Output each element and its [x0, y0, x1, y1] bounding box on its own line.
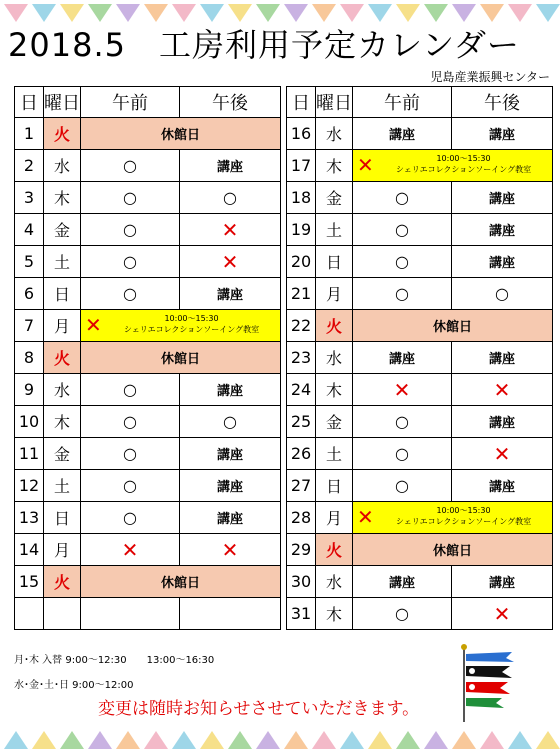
weekday: 火 [316, 310, 353, 342]
weekday: 日 [44, 278, 81, 310]
header-morning: 午前 [353, 87, 452, 118]
pm-cell-lecture: 講座 [452, 566, 553, 598]
pm-cell-cross: ✕ [180, 246, 281, 278]
day-number: 27 [287, 470, 316, 502]
pm-cell-cross: ✕ [180, 214, 281, 246]
closed-day-label: 休館日 [353, 534, 553, 566]
empty-cell [180, 598, 281, 630]
weekday: 水 [316, 118, 353, 150]
calendar-row [15, 598, 281, 630]
koinobori-illustration [456, 644, 518, 724]
calendar-row [15, 214, 281, 246]
pm-cell-lecture: 講座 [452, 406, 553, 438]
calendar-table-right [286, 86, 553, 630]
weekday: 木 [316, 598, 353, 630]
calendar-row [287, 534, 553, 566]
am-cell-circle: ○ [81, 502, 180, 534]
weekday: 火 [44, 342, 81, 374]
am-cell-circle: ○ [353, 598, 452, 630]
event-cell [353, 502, 553, 534]
am-cell-lecture: 講座 [353, 566, 452, 598]
am-cell-circle: ○ [81, 214, 180, 246]
day-number: 31 [287, 598, 316, 630]
pennant-decoration [4, 731, 28, 749]
calendar-row [15, 566, 281, 598]
weekday: 土 [316, 438, 353, 470]
unavailable-mark: ✕ [357, 505, 374, 529]
opening-hours-mon-thu: 月･木 入替 9:00～12:30 13:00～16:30 [14, 655, 215, 666]
empty-cell [44, 598, 81, 630]
pm-cell-lecture: 講座 [180, 438, 281, 470]
calendar-row [287, 566, 553, 598]
calendar-row [287, 342, 553, 374]
am-cell-lecture: 講座 [353, 118, 452, 150]
pennant-decoration [368, 731, 392, 749]
am-cell-circle: ○ [81, 278, 180, 310]
day-number: 29 [287, 534, 316, 566]
page-title: 2018.5 工房利用予定カレンダー [8, 26, 520, 64]
day-number: 3 [15, 182, 44, 214]
day-number: 18 [287, 182, 316, 214]
weekday: 水 [44, 150, 81, 182]
opening-hours-wed-sun: 水･金･土･日 9:00～12:00 [14, 680, 134, 691]
day-number: 19 [287, 214, 316, 246]
pennant-decoration [200, 731, 224, 749]
weekday: 月 [44, 534, 81, 566]
weekday: 月 [44, 310, 81, 342]
event-time: 10:00～15:30 [436, 506, 491, 515]
calendar-row [15, 502, 281, 534]
day-number: 1 [15, 118, 44, 150]
weekday: 火 [44, 566, 81, 598]
header-day: 日 [287, 87, 316, 118]
day-number: 30 [287, 566, 316, 598]
calendar-row [15, 150, 281, 182]
pennant-decoration [32, 731, 56, 749]
am-cell-circle: ○ [353, 182, 452, 214]
pennant-decoration [340, 731, 364, 749]
day-number: 8 [15, 342, 44, 374]
event-name: シェリエコレクションソーイング教室 [395, 517, 532, 526]
pm-cell-lecture: 講座 [452, 246, 553, 278]
day-number: 14 [15, 534, 44, 566]
pm-cell-lecture: 講座 [180, 278, 281, 310]
calendar-row [287, 278, 553, 310]
weekday: 木 [316, 150, 353, 182]
event-time: 10:00～15:30 [436, 154, 491, 163]
weekday: 土 [316, 214, 353, 246]
calendar-table-left [14, 86, 281, 630]
am-cell-circle: ○ [81, 438, 180, 470]
day-number: 22 [287, 310, 316, 342]
pennant-decoration [60, 731, 84, 749]
pennant-decoration [480, 731, 504, 749]
pm-cell-lecture: 講座 [180, 150, 281, 182]
day-number: 6 [15, 278, 44, 310]
closed-day-label: 休館日 [81, 566, 281, 598]
day-number: 25 [287, 406, 316, 438]
day-number: 12 [15, 470, 44, 502]
calendar-row [15, 534, 281, 566]
header-morning: 午前 [81, 87, 180, 118]
day-number: 7 [15, 310, 44, 342]
weekday: 日 [316, 246, 353, 278]
day-number: 5 [15, 246, 44, 278]
header-weekday: 曜日 [44, 87, 81, 118]
header-weekday: 曜日 [316, 87, 353, 118]
am-cell-cross: ✕ [353, 374, 452, 406]
calendar-row [15, 118, 281, 150]
day-number: 11 [15, 438, 44, 470]
event-name: シェリエコレクションソーイング教室 [395, 165, 532, 174]
closed-day-label: 休館日 [353, 310, 553, 342]
calendar-row [287, 598, 553, 630]
calendar-row [287, 374, 553, 406]
pm-cell-circle: ○ [180, 182, 281, 214]
calendar-row [15, 470, 281, 502]
calendar-row [287, 310, 553, 342]
event-time: 10:00～15:30 [164, 314, 219, 323]
calendar-row [15, 438, 281, 470]
weekday: 金 [316, 182, 353, 214]
pennant-decoration [88, 731, 112, 749]
event-name: シェリエコレクションソーイング教室 [123, 325, 260, 334]
weekday: 月 [316, 502, 353, 534]
calendar-row [15, 278, 281, 310]
pm-cell-cross: ✕ [180, 534, 281, 566]
empty-cell [15, 598, 44, 630]
calendar-row [15, 406, 281, 438]
pm-cell-lecture: 講座 [452, 118, 553, 150]
bottom-decoration-garland [0, 725, 560, 751]
day-number: 20 [287, 246, 316, 278]
weekday: 金 [44, 438, 81, 470]
pennant-decoration [144, 731, 168, 749]
pm-cell-lecture: 講座 [452, 342, 553, 374]
calendar-row [287, 438, 553, 470]
am-cell-circle: ○ [81, 182, 180, 214]
unavailable-mark: ✕ [85, 313, 102, 337]
am-cell-circle: ○ [353, 214, 452, 246]
calendar-row [287, 470, 553, 502]
day-number: 28 [287, 502, 316, 534]
day-number: 23 [287, 342, 316, 374]
change-notice: 変更は随時お知らせさせていただきます。 [98, 699, 420, 719]
am-cell-circle: ○ [353, 406, 452, 438]
day-number: 16 [287, 118, 316, 150]
am-cell-circle: ○ [81, 406, 180, 438]
weekday: 水 [316, 566, 353, 598]
weekday: 水 [44, 374, 81, 406]
pm-cell-cross: ✕ [452, 598, 553, 630]
unavailable-mark: ✕ [357, 153, 374, 177]
calendar-row [15, 342, 281, 374]
am-cell-cross: ✕ [81, 534, 180, 566]
pm-cell-lecture: 講座 [452, 182, 553, 214]
organization-name: 児島産業振興センター [430, 70, 550, 84]
pm-cell-lecture: 講座 [180, 502, 281, 534]
weekday: 木 [316, 374, 353, 406]
day-number: 9 [15, 374, 44, 406]
am-cell-lecture: 講座 [353, 342, 452, 374]
weekday: 月 [316, 278, 353, 310]
day-number: 17 [287, 150, 316, 182]
event-cell [353, 150, 553, 182]
pennant-decoration [452, 731, 476, 749]
weekday: 水 [316, 342, 353, 374]
calendar-row [287, 406, 553, 438]
pennant-decoration [536, 4, 560, 22]
weekday: 金 [44, 214, 81, 246]
weekday: 火 [316, 534, 353, 566]
calendar-row [15, 246, 281, 278]
day-number: 2 [15, 150, 44, 182]
day-number: 24 [287, 374, 316, 406]
closed-day-label: 休館日 [81, 118, 281, 150]
weekday: 木 [44, 182, 81, 214]
day-number: 15 [15, 566, 44, 598]
day-number: 13 [15, 502, 44, 534]
pennant-decoration [508, 731, 532, 749]
am-cell-circle: ○ [353, 438, 452, 470]
weekday: 火 [44, 118, 81, 150]
calendar-row [287, 182, 553, 214]
calendar-row [15, 374, 281, 406]
calendar-row [287, 502, 553, 534]
header-afternoon: 午後 [180, 87, 281, 118]
pm-cell-lecture: 講座 [452, 214, 553, 246]
weekday: 金 [316, 406, 353, 438]
calendar-row [287, 246, 553, 278]
header-day: 日 [15, 87, 44, 118]
pennant-decoration [116, 731, 140, 749]
pennant-decoration [312, 731, 336, 749]
pennant-decoration [256, 731, 280, 749]
pennant-decoration [396, 731, 420, 749]
am-cell-circle: ○ [353, 246, 452, 278]
calendar-row [287, 150, 553, 182]
am-cell-circle: ○ [81, 470, 180, 502]
day-number: 10 [15, 406, 44, 438]
calendar-row [287, 214, 553, 246]
pennant-decoration [172, 731, 196, 749]
pennant-decoration [536, 731, 560, 749]
am-cell-circle: ○ [81, 374, 180, 406]
pm-cell-lecture: 講座 [452, 470, 553, 502]
empty-cell [81, 598, 180, 630]
pm-cell-cross: ✕ [452, 374, 553, 406]
calendar-row [15, 182, 281, 214]
weekday: 土 [44, 246, 81, 278]
event-cell [81, 310, 281, 342]
header-afternoon: 午後 [452, 87, 553, 118]
am-cell-circle: ○ [353, 470, 452, 502]
am-cell-circle: ○ [81, 246, 180, 278]
pennant-decoration [424, 731, 448, 749]
weekday: 木 [44, 406, 81, 438]
day-number: 26 [287, 438, 316, 470]
pennant-decoration [228, 731, 252, 749]
pm-cell-lecture: 講座 [180, 374, 281, 406]
calendar-row [15, 310, 281, 342]
closed-day-label: 休館日 [81, 342, 281, 374]
pennant-decoration [284, 731, 308, 749]
weekday: 土 [44, 470, 81, 502]
pm-cell-circle: ○ [180, 406, 281, 438]
calendar-row [287, 118, 553, 150]
weekday: 日 [44, 502, 81, 534]
am-cell-circle: ○ [81, 150, 180, 182]
weekday: 日 [316, 470, 353, 502]
pm-cell-lecture: 講座 [180, 470, 281, 502]
pm-cell-cross: ✕ [452, 438, 553, 470]
am-cell-circle: ○ [353, 278, 452, 310]
pm-cell-circle: ○ [452, 278, 553, 310]
day-number: 4 [15, 214, 44, 246]
day-number: 21 [287, 278, 316, 310]
